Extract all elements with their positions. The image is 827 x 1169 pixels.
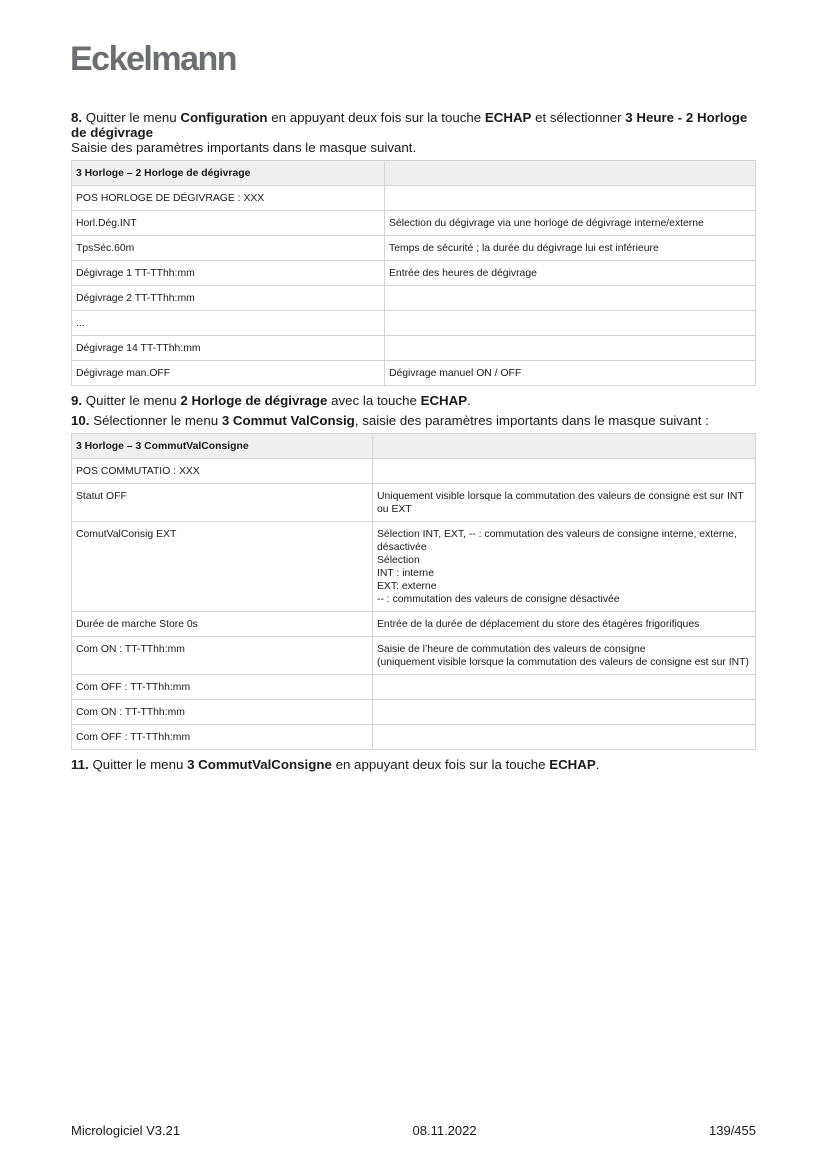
desc-cell xyxy=(373,459,756,484)
menu-name: 3 CommutValConsigne xyxy=(187,757,332,772)
step-text: . xyxy=(595,757,600,772)
desc-cell xyxy=(385,336,756,361)
table-row xyxy=(72,675,756,700)
key-name: ECHAP xyxy=(549,757,596,772)
table-header-cell xyxy=(373,434,756,459)
param-cell: POS HORLOGE DE DÉGIVRAGE : XXX xyxy=(72,186,385,211)
desc-cell: Entrée des heures de dégivrage xyxy=(385,261,756,286)
param-cell: Com ON : TT-TThh:mm xyxy=(72,700,373,725)
step-8-subtext: Saisie des paramètres importants dans le masque suivant. xyxy=(71,140,417,155)
desc-cell xyxy=(385,311,756,336)
step-11-instruction xyxy=(71,757,756,772)
menu-name: 2 Horloge de dégivrage xyxy=(180,393,328,408)
setpoint-switch-parameter-table xyxy=(71,433,756,750)
step-8-instruction xyxy=(71,110,756,140)
desc-cell xyxy=(373,700,756,725)
table-row xyxy=(72,700,756,725)
table-row xyxy=(72,261,756,286)
desc-cell: Saisie de l’heure de commutation des valeurs de consigne (uniquement visible lorsque la commutation des valeurs de consigne est sur INT) xyxy=(373,637,756,675)
step-text: Sélectionner le menu xyxy=(89,413,222,428)
param-cell: Dégivrage 2 TT-TThh:mm xyxy=(72,286,385,311)
param-cell: Dégivrage man.OFF xyxy=(72,361,385,386)
step-number: 11. xyxy=(71,757,89,772)
step-number: 8. xyxy=(71,110,83,125)
step-number: 10. xyxy=(71,413,90,428)
step-text: avec la touche xyxy=(327,393,421,408)
param-cell: TpsSéc.60m xyxy=(72,236,385,261)
table-row xyxy=(72,459,756,484)
param-cell: Statut OFF xyxy=(72,484,373,522)
desc-cell: Sélection INT, EXT, -- : commutation des valeurs de consigne interne, externe, désactivée Sélection INT : interne EXT: externe -- : commutation des valeurs de consigne désactivée xyxy=(373,522,756,612)
table-row xyxy=(72,725,756,750)
menu-name: 3 Heure - 2 Horloge de dégivrage xyxy=(71,110,748,140)
param-cell: Com OFF : TT-TThh:mm xyxy=(72,675,373,700)
table-row xyxy=(72,186,756,211)
table-row xyxy=(72,484,756,522)
table-header-cell: 3 Horloge – 2 Horloge de dégivrage xyxy=(72,161,385,186)
param-cell: Durée de marche Store 0s xyxy=(72,612,373,637)
param-cell: Horl.Dég.INT xyxy=(72,211,385,236)
table-row xyxy=(72,286,756,311)
step-text: et sélectionner xyxy=(531,110,626,125)
param-cell: Dégivrage 1 TT-TThh:mm xyxy=(72,261,385,286)
key-name: ECHAP xyxy=(420,393,468,408)
table-header-cell xyxy=(385,161,756,186)
company-logo: Eckelmann xyxy=(70,40,237,78)
param-cell: Dégivrage 14 TT-TThh:mm xyxy=(72,336,385,361)
param-cell: ... xyxy=(72,311,385,336)
table-row xyxy=(72,336,756,361)
step-text: Quitter le menu xyxy=(88,757,188,772)
param-cell: POS COMMUTATIO : XXX xyxy=(72,459,373,484)
table-row xyxy=(72,612,756,637)
defrost-clock-parameter-table xyxy=(71,160,756,386)
desc-cell xyxy=(373,725,756,750)
table-row xyxy=(72,236,756,261)
step-10-instruction xyxy=(71,413,756,428)
step-text: , saisie des paramètres importants dans le masque suivant : xyxy=(354,413,709,428)
table-row xyxy=(72,311,756,336)
desc-cell xyxy=(385,286,756,311)
desc-cell: Dégivrage manuel ON / OFF xyxy=(385,361,756,386)
desc-cell xyxy=(385,186,756,211)
menu-name: Configuration xyxy=(180,110,268,125)
step-text: . xyxy=(467,393,471,408)
step-text: en appuyant deux fois sur la touche xyxy=(331,757,550,772)
table-row xyxy=(72,361,756,386)
desc-cell xyxy=(373,675,756,700)
table-row xyxy=(72,522,756,612)
document-date: 08.11.2022 xyxy=(412,1123,477,1138)
key-name: ECHAP xyxy=(484,110,532,125)
firmware-version: Micrologiciel V3.21 xyxy=(71,1123,181,1138)
step-text: Quitter le menu xyxy=(82,393,181,408)
step-text: en appuyant deux fois sur la touche xyxy=(267,110,485,125)
table-header-row xyxy=(72,161,756,186)
desc-cell: Entrée de la durée de déplacement du store des étagères frigorifiques xyxy=(373,612,756,637)
table-header-cell: 3 Horloge – 3 CommutValConsigne xyxy=(72,434,373,459)
step-9-instruction xyxy=(71,393,756,408)
step-text: Quitter le menu xyxy=(82,110,181,125)
table-header-row xyxy=(72,434,756,459)
page-content xyxy=(71,110,756,772)
desc-cell: Temps de sécurité ; la durée du dégivrage lui est inférieure xyxy=(385,236,756,261)
desc-cell: Uniquement visible lorsque la commutation des valeurs de consigne est sur INT ou EXT xyxy=(373,484,756,522)
menu-name: 3 Commut ValConsig xyxy=(221,413,355,428)
page-footer xyxy=(71,1123,756,1138)
param-cell: ComutValConsig EXT xyxy=(72,522,373,612)
desc-cell: Sélection du dégivrage via une horloge de dégivrage interne/externe xyxy=(385,211,756,236)
param-cell: Com OFF : TT-TThh:mm xyxy=(72,725,373,750)
step-number: 9. xyxy=(71,393,83,408)
table-row xyxy=(72,211,756,236)
table-row xyxy=(72,637,756,675)
page-number: 139/455 xyxy=(709,1123,756,1138)
param-cell: Com ON : TT-TThh:mm xyxy=(72,637,373,675)
